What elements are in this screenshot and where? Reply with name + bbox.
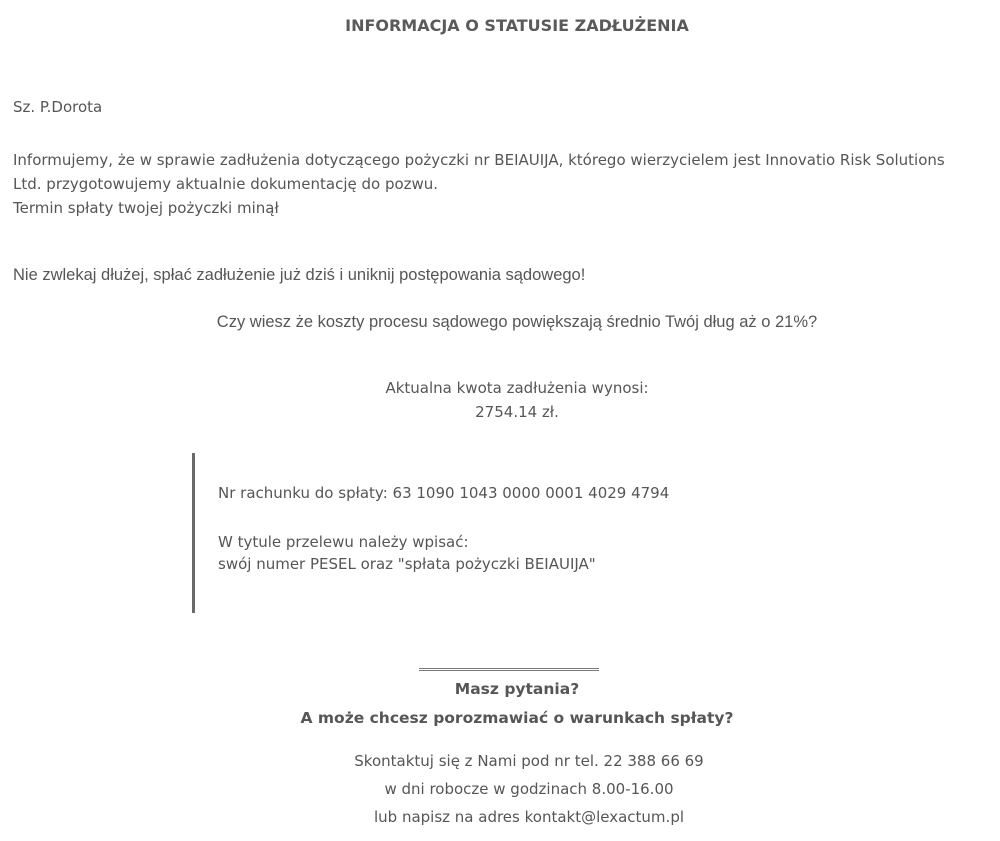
court-cost-question: Czy wiesz że koszty procesu sądowego powiększają średnio Twój dług aż o 21%? (216, 313, 818, 331)
debt-amount-value: 2754.14 zł. (475, 403, 559, 421)
document-title: INFORMACJA O STATUSIE ZADŁUŻENIA (345, 16, 689, 35)
bank-account-number: Nr rachunku do spłaty: 63 1090 1043 0000 0001 4029 4794 (218, 484, 670, 502)
warning-text: Nie zwlekaj dłużej, spłać zadłużenie już dziś i uniknij postępowania sądowego! (13, 266, 586, 284)
section-divider (419, 668, 599, 671)
intro-line: Informujemy, że w sprawie zadłużenia dotyczącego pożyczki nr BEIAUIJA, którego wierzycielem jest Innovatio Risk Solutions (13, 151, 945, 169)
transfer-title-label: W tytule przelewu należy wpisać: (218, 533, 469, 551)
debt-amount-label: Aktualna kwota zadłużenia wynosi: (385, 379, 649, 397)
contact-info (0, 747, 1000, 831)
intro-paragraph (13, 148, 1000, 220)
contact-email[interactable]: lub napisz na adres kontakt@lexactum.pl (373, 808, 685, 826)
contact-hours: w dni robocze w godzinach 8.00-16.00 (384, 780, 674, 798)
intro-line: Ltd. przygotowujemy aktualnie dokumentację do pozwu. (13, 175, 439, 193)
questions-heading: Masz pytania? (454, 680, 580, 698)
transfer-title-value: swój numer PESEL oraz "spłata pożyczki BEIAUIJA" (218, 555, 596, 573)
repayment-terms-heading: A może chcesz porozmawiać o warunkach spłaty? (300, 709, 734, 727)
greeting: Sz. P.Dorota (13, 98, 103, 116)
intro-line: Termin spłaty twojej pożyczki minął (13, 199, 279, 217)
contact-phone: Skontaktuj się z Nami pod nr tel. 22 388 66 69 (354, 752, 704, 770)
